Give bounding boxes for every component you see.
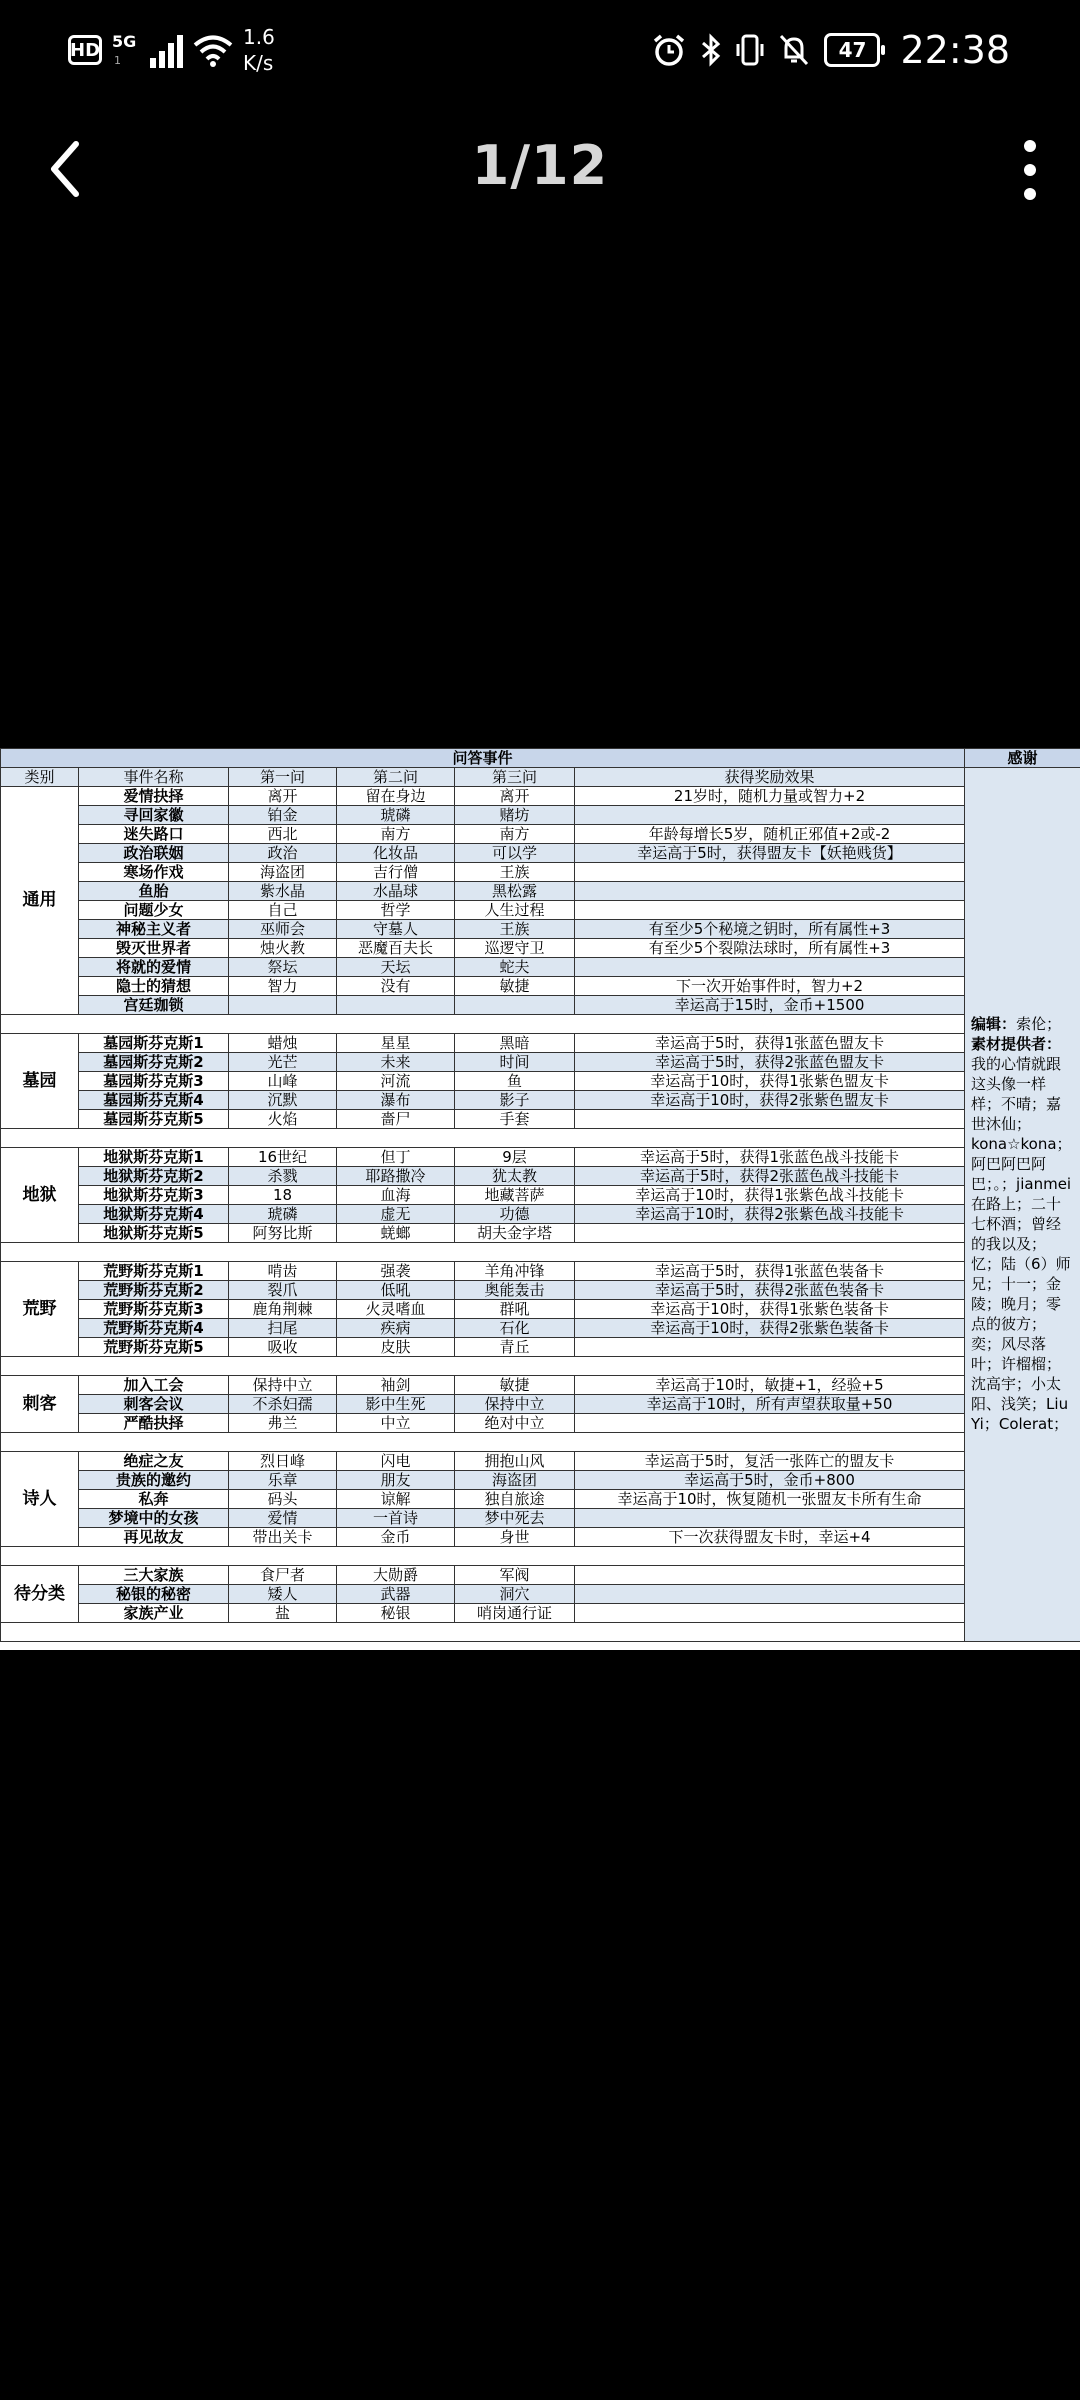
answer-2-cell: 血海 bbox=[337, 1186, 455, 1205]
material-providers: 我的心情就跟这头像一样样；不晴；嘉世沐仙；kona☆kona；阿巴阿巴阿巴；。；jianmei在路上；二十七杯酒；曾经的我以及；忆；陆（6）师兄；十一；金陵；晚月；零点的彼方；奕；风尽落叶；许榴榴；沈高宇；小太阳、浅笑；Liu Yi；Colerat； bbox=[971, 1055, 1072, 1433]
table-row bbox=[1, 1585, 1080, 1604]
answer-3-cell: 9层 bbox=[455, 1148, 575, 1167]
answer-1-cell: 火焰 bbox=[229, 1110, 337, 1129]
answer-1-cell: 保持中立 bbox=[229, 1376, 337, 1395]
event-name-cell: 地狱斯芬克斯5 bbox=[79, 1224, 229, 1243]
mute-icon bbox=[778, 33, 810, 67]
alarm-icon bbox=[652, 33, 686, 67]
table-row bbox=[1, 806, 1080, 825]
table-row bbox=[1, 901, 1080, 920]
answer-2-cell: 瀑布 bbox=[337, 1091, 455, 1110]
table-row bbox=[1, 1566, 1080, 1585]
category-cell: 待分类 bbox=[1, 1566, 79, 1623]
answer-1-cell: 烛火教 bbox=[229, 939, 337, 958]
reward-cell bbox=[575, 863, 965, 882]
answer-2-cell: 但丁 bbox=[337, 1148, 455, 1167]
answer-1-cell: 吸收 bbox=[229, 1338, 337, 1357]
reward-cell: 幸运高于10时，获得1张紫色盟友卡 bbox=[575, 1072, 965, 1091]
answer-1-cell: 海盗团 bbox=[229, 863, 337, 882]
event-name-cell: 荒野斯芬克斯5 bbox=[79, 1338, 229, 1357]
reward-cell bbox=[575, 1224, 965, 1243]
network-speed bbox=[243, 24, 275, 76]
dot-icon bbox=[1024, 164, 1036, 176]
table-row bbox=[1, 1110, 1080, 1129]
quiz-events-table bbox=[0, 748, 1080, 1642]
col-header-category: 类别 bbox=[1, 768, 79, 787]
thanks-text bbox=[971, 772, 1074, 1434]
event-name-cell: 墓园斯芬克斯4 bbox=[79, 1091, 229, 1110]
answer-1-cell: 不杀妇孺 bbox=[229, 1395, 337, 1414]
answer-3-cell: 保持中立 bbox=[455, 1395, 575, 1414]
reward-cell: 幸运高于5时，获得盟友卡【妖艳贱货】 bbox=[575, 844, 965, 863]
status-right bbox=[652, 28, 1010, 72]
table-row bbox=[1, 825, 1080, 844]
answer-3-cell: 绝对中立 bbox=[455, 1414, 575, 1433]
spacer-row bbox=[1, 1129, 1080, 1148]
answer-2-cell: 强袭 bbox=[337, 1262, 455, 1281]
answer-2-cell bbox=[337, 996, 455, 1015]
answer-2-cell: 朋友 bbox=[337, 1471, 455, 1490]
answer-1-cell: 琥磷 bbox=[229, 1205, 337, 1224]
answer-3-cell: 青丘 bbox=[455, 1338, 575, 1357]
answer-1-cell: 离开 bbox=[229, 787, 337, 806]
answer-2-cell: 星星 bbox=[337, 1034, 455, 1053]
event-name-cell: 地狱斯芬克斯4 bbox=[79, 1205, 229, 1224]
col-header-reward: 获得奖励效果 bbox=[575, 768, 965, 787]
table-row bbox=[1, 1034, 1080, 1053]
table-row bbox=[1, 1072, 1080, 1091]
answer-1-cell: 弗兰 bbox=[229, 1414, 337, 1433]
reward-cell bbox=[575, 1604, 965, 1623]
editor-label: 编辑： bbox=[971, 1015, 1017, 1033]
event-name-cell: 私奔 bbox=[79, 1490, 229, 1509]
reward-cell: 21岁时，随机力量或智力+2 bbox=[575, 787, 965, 806]
answer-1-cell: 西北 bbox=[229, 825, 337, 844]
table-row bbox=[1, 939, 1080, 958]
answer-2-cell: 金币 bbox=[337, 1528, 455, 1547]
answer-3-cell: 巡逻守卫 bbox=[455, 939, 575, 958]
table-row bbox=[1, 1528, 1080, 1547]
answer-2-cell: 吉行僧 bbox=[337, 863, 455, 882]
spacer-cell bbox=[1, 1433, 965, 1452]
answer-3-cell: 功德 bbox=[455, 1205, 575, 1224]
event-name-cell: 地狱斯芬克斯2 bbox=[79, 1167, 229, 1186]
answer-3-cell: 王族 bbox=[455, 920, 575, 939]
answer-3-cell: 离开 bbox=[455, 787, 575, 806]
reward-cell: 幸运高于5时，获得1张蓝色盟友卡 bbox=[575, 1034, 965, 1053]
table-row bbox=[1, 1300, 1080, 1319]
answer-3-cell: 手套 bbox=[455, 1110, 575, 1129]
answer-3-cell: 王族 bbox=[455, 863, 575, 882]
answer-3-cell: 黑松露 bbox=[455, 882, 575, 901]
answer-1-cell: 码头 bbox=[229, 1490, 337, 1509]
answer-1-cell: 光芒 bbox=[229, 1053, 337, 1072]
reward-cell: 下一次获得盟友卡时，幸运+4 bbox=[575, 1528, 965, 1547]
reward-cell bbox=[575, 901, 965, 920]
reward-cell bbox=[575, 882, 965, 901]
vibrate-icon bbox=[736, 33, 764, 67]
table-title-row bbox=[1, 749, 1080, 768]
answer-3-cell: 石化 bbox=[455, 1319, 575, 1338]
table-row bbox=[1, 863, 1080, 882]
reward-cell bbox=[575, 1414, 965, 1433]
answer-2-cell: 秘银 bbox=[337, 1604, 455, 1623]
dot-icon bbox=[1024, 140, 1036, 152]
event-name-cell: 荒野斯芬克斯4 bbox=[79, 1319, 229, 1338]
col-header-q1: 第一问 bbox=[229, 768, 337, 787]
event-name-cell: 严酷抉择 bbox=[79, 1414, 229, 1433]
answer-2-cell: 留在身边 bbox=[337, 787, 455, 806]
table-row bbox=[1, 787, 1080, 806]
bluetooth-icon bbox=[700, 33, 722, 67]
category-cell: 诗人 bbox=[1, 1452, 79, 1547]
reward-cell bbox=[575, 1110, 965, 1129]
answer-1-cell: 巫师会 bbox=[229, 920, 337, 939]
network-sub: 1 bbox=[114, 54, 121, 67]
reward-cell bbox=[575, 1338, 965, 1357]
answer-3-cell: 地藏菩萨 bbox=[455, 1186, 575, 1205]
speed-unit: K/s bbox=[243, 51, 274, 75]
reward-cell: 幸运高于10时，获得1张紫色战斗技能卡 bbox=[575, 1186, 965, 1205]
spacer-row bbox=[1, 1357, 1080, 1376]
reward-cell: 幸运高于10时，获得2张紫色盟友卡 bbox=[575, 1091, 965, 1110]
answer-1-cell: 政治 bbox=[229, 844, 337, 863]
reward-cell bbox=[575, 1566, 965, 1585]
table-row bbox=[1, 1490, 1080, 1509]
reward-cell: 下一次开始事件时，智力+2 bbox=[575, 977, 965, 996]
table-row bbox=[1, 1186, 1080, 1205]
event-name-cell: 再见故友 bbox=[79, 1528, 229, 1547]
answer-3-cell: 羊角冲锋 bbox=[455, 1262, 575, 1281]
answer-1-cell: 裂爪 bbox=[229, 1281, 337, 1300]
table-row bbox=[1, 1091, 1080, 1110]
answer-1-cell: 矮人 bbox=[229, 1585, 337, 1604]
answer-3-cell: 犹太教 bbox=[455, 1167, 575, 1186]
answer-2-cell: 未来 bbox=[337, 1053, 455, 1072]
answer-1-cell: 食尸者 bbox=[229, 1566, 337, 1585]
spacer-row bbox=[1, 1433, 1080, 1452]
reward-cell: 幸运高于5时，获得1张蓝色战斗技能卡 bbox=[575, 1148, 965, 1167]
reward-cell: 幸运高于10时，获得2张紫色装备卡 bbox=[575, 1319, 965, 1338]
category-cell: 墓园 bbox=[1, 1034, 79, 1129]
event-name-cell: 政治联姻 bbox=[79, 844, 229, 863]
event-name-cell: 神秘主义者 bbox=[79, 920, 229, 939]
answer-1-cell: 扫尾 bbox=[229, 1319, 337, 1338]
answer-1-cell: 盐 bbox=[229, 1604, 337, 1623]
event-name-cell: 墓园斯芬克斯1 bbox=[79, 1034, 229, 1053]
table-row bbox=[1, 958, 1080, 977]
event-name-cell: 鱼胎 bbox=[79, 882, 229, 901]
answer-3-cell: 鱼 bbox=[455, 1072, 575, 1091]
table-row bbox=[1, 1205, 1080, 1224]
answer-3-cell: 海盗团 bbox=[455, 1471, 575, 1490]
table-row bbox=[1, 1452, 1080, 1471]
answer-2-cell: 虚无 bbox=[337, 1205, 455, 1224]
category-cell: 刺客 bbox=[1, 1376, 79, 1433]
answer-3-cell: 胡夫金字塔 bbox=[455, 1224, 575, 1243]
answer-3-cell bbox=[455, 996, 575, 1015]
answer-2-cell: 皮肤 bbox=[337, 1338, 455, 1357]
category-cell: 地狱 bbox=[1, 1148, 79, 1243]
event-name-cell: 绝症之友 bbox=[79, 1452, 229, 1471]
event-name-cell: 将就的爱情 bbox=[79, 958, 229, 977]
thanks-header: 感谢 bbox=[965, 749, 1080, 768]
answer-1-cell: 带出关卡 bbox=[229, 1528, 337, 1547]
event-name-cell: 宫廷珈锁 bbox=[79, 996, 229, 1015]
status-bar bbox=[0, 0, 1080, 105]
table-row bbox=[1, 920, 1080, 939]
answer-2-cell: 哲学 bbox=[337, 901, 455, 920]
answer-1-cell: 自己 bbox=[229, 901, 337, 920]
col-header-event: 事件名称 bbox=[79, 768, 229, 787]
event-name-cell: 贵族的邀约 bbox=[79, 1471, 229, 1490]
answer-1-cell: 阿努比斯 bbox=[229, 1224, 337, 1243]
spacer-row bbox=[1, 1623, 1080, 1642]
answer-2-cell: 一首诗 bbox=[337, 1509, 455, 1528]
answer-3-cell: 敏捷 bbox=[455, 1376, 575, 1395]
answer-3-cell: 蛇夫 bbox=[455, 958, 575, 977]
answer-3-cell: 洞穴 bbox=[455, 1585, 575, 1604]
answer-2-cell: 影中生死 bbox=[337, 1395, 455, 1414]
answer-1-cell: 智力 bbox=[229, 977, 337, 996]
answer-3-cell: 可以学 bbox=[455, 844, 575, 863]
event-name-cell: 墓园斯芬克斯2 bbox=[79, 1053, 229, 1072]
answer-1-cell: 杀戮 bbox=[229, 1167, 337, 1186]
spacer-cell bbox=[1, 1243, 965, 1262]
event-name-cell: 爱情抉择 bbox=[79, 787, 229, 806]
table-row bbox=[1, 1167, 1080, 1186]
table-row bbox=[1, 1376, 1080, 1395]
table-row bbox=[1, 1224, 1080, 1243]
table-row bbox=[1, 844, 1080, 863]
answer-2-cell: 闪电 bbox=[337, 1452, 455, 1471]
event-name-cell: 地狱斯芬克斯1 bbox=[79, 1148, 229, 1167]
answer-3-cell: 军阀 bbox=[455, 1566, 575, 1585]
displayed-image[interactable] bbox=[0, 748, 1080, 1650]
answer-3-cell: 赌坊 bbox=[455, 806, 575, 825]
answer-2-cell: 袖剑 bbox=[337, 1376, 455, 1395]
answer-3-cell: 群吼 bbox=[455, 1300, 575, 1319]
reward-cell: 幸运高于5时，获得2张蓝色装备卡 bbox=[575, 1281, 965, 1300]
table-row bbox=[1, 1471, 1080, 1490]
answer-2-cell: 没有 bbox=[337, 977, 455, 996]
answer-2-cell: 南方 bbox=[337, 825, 455, 844]
reward-cell bbox=[575, 958, 965, 977]
editor-name: 索伦； bbox=[1016, 1015, 1062, 1033]
table-row bbox=[1, 1262, 1080, 1281]
more-options-button[interactable] bbox=[1018, 140, 1042, 200]
category-cell: 荒野 bbox=[1, 1262, 79, 1357]
reward-cell: 幸运高于10时，敏捷+1，经验+5 bbox=[575, 1376, 965, 1395]
answer-2-cell: 化妆品 bbox=[337, 844, 455, 863]
col-header-q3: 第三问 bbox=[455, 768, 575, 787]
answer-2-cell: 疾病 bbox=[337, 1319, 455, 1338]
answer-1-cell: 乐章 bbox=[229, 1471, 337, 1490]
answer-3-cell: 拥抱山风 bbox=[455, 1452, 575, 1471]
page-indicator: 1/12 bbox=[471, 134, 609, 197]
answer-1-cell: 爱情 bbox=[229, 1509, 337, 1528]
table-row bbox=[1, 1319, 1080, 1338]
spacer-cell bbox=[1, 1357, 965, 1376]
table-row bbox=[1, 1338, 1080, 1357]
table-row bbox=[1, 882, 1080, 901]
material-label: 素材提供者： bbox=[971, 1035, 1062, 1053]
event-name-cell: 家族产业 bbox=[79, 1604, 229, 1623]
answer-2-cell: 嗇尸 bbox=[337, 1110, 455, 1129]
answer-3-cell: 身世 bbox=[455, 1528, 575, 1547]
event-name-cell: 秘银的秘密 bbox=[79, 1585, 229, 1604]
answer-2-cell: 天坛 bbox=[337, 958, 455, 977]
reward-cell: 幸运高于5时，金币+800 bbox=[575, 1471, 965, 1490]
table-row bbox=[1, 977, 1080, 996]
answer-1-cell: 烈日峰 bbox=[229, 1452, 337, 1471]
table-row bbox=[1, 1148, 1080, 1167]
table-row bbox=[1, 1395, 1080, 1414]
reward-cell: 幸运高于10时，获得1张紫色装备卡 bbox=[575, 1300, 965, 1319]
table-title: 问答事件 bbox=[1, 749, 965, 768]
spacer-cell bbox=[1, 1623, 965, 1642]
table-row bbox=[1, 1509, 1080, 1528]
event-name-cell: 加入工会 bbox=[79, 1376, 229, 1395]
event-name-cell: 三大家族 bbox=[79, 1566, 229, 1585]
col-header-q2: 第二问 bbox=[337, 768, 455, 787]
reward-cell: 幸运高于5时，获得1张蓝色装备卡 bbox=[575, 1262, 965, 1281]
battery-icon: 47 bbox=[824, 33, 880, 67]
answer-2-cell: 琥磷 bbox=[337, 806, 455, 825]
answer-3-cell: 独自旅途 bbox=[455, 1490, 575, 1509]
reward-cell: 幸运高于10时，恢复随机一张盟友卡所有生命 bbox=[575, 1490, 965, 1509]
cellular-signal-icon bbox=[112, 32, 183, 68]
reward-cell bbox=[575, 1585, 965, 1604]
answer-1-cell: 啃齿 bbox=[229, 1262, 337, 1281]
answer-2-cell: 大勋爵 bbox=[337, 1566, 455, 1585]
answer-1-cell: 铂金 bbox=[229, 806, 337, 825]
network-type: 5G bbox=[112, 32, 137, 51]
event-name-cell: 毁灭世界者 bbox=[79, 939, 229, 958]
event-name-cell: 寻回家徽 bbox=[79, 806, 229, 825]
event-name-cell: 荒野斯芬克斯1 bbox=[79, 1262, 229, 1281]
event-name-cell: 问题少女 bbox=[79, 901, 229, 920]
reward-cell: 有至少5个裂隙法球时，所有属性+3 bbox=[575, 939, 965, 958]
answer-1-cell: 祭坛 bbox=[229, 958, 337, 977]
dot-icon bbox=[1024, 188, 1036, 200]
wifi-icon bbox=[193, 32, 233, 68]
reward-cell: 有至少5个秘境之钥时，所有属性+3 bbox=[575, 920, 965, 939]
table-row bbox=[1, 1604, 1080, 1623]
thanks-cell bbox=[965, 768, 1080, 1642]
category-cell: 通用 bbox=[1, 787, 79, 1015]
status-left bbox=[68, 24, 275, 76]
column-header-row bbox=[1, 768, 1080, 787]
answer-2-cell: 蜣螂 bbox=[337, 1224, 455, 1243]
answer-1-cell: 18 bbox=[229, 1186, 337, 1205]
answer-1-cell: 16世纪 bbox=[229, 1148, 337, 1167]
answer-3-cell: 哨岗通行证 bbox=[455, 1604, 575, 1623]
answer-2-cell: 低吼 bbox=[337, 1281, 455, 1300]
event-name-cell: 墓园斯芬克斯5 bbox=[79, 1110, 229, 1129]
table-row bbox=[1, 1414, 1080, 1433]
answer-1-cell bbox=[229, 996, 337, 1015]
viewer-title-bar bbox=[0, 110, 1080, 230]
answer-1-cell: 蜡烛 bbox=[229, 1034, 337, 1053]
answer-1-cell: 紫水晶 bbox=[229, 882, 337, 901]
answer-1-cell: 山峰 bbox=[229, 1072, 337, 1091]
event-name-cell: 梦境中的女孩 bbox=[79, 1509, 229, 1528]
reward-cell: 年龄每增长5岁，随机正邪值+2或-2 bbox=[575, 825, 965, 844]
spacer-cell bbox=[1, 1129, 965, 1148]
table-row bbox=[1, 1053, 1080, 1072]
answer-3-cell: 影子 bbox=[455, 1091, 575, 1110]
reward-cell: 幸运高于5时，复活一张阵亡的盟友卡 bbox=[575, 1452, 965, 1471]
answer-2-cell: 水晶球 bbox=[337, 882, 455, 901]
spacer-row bbox=[1, 1015, 1080, 1034]
reward-cell: 幸运高于15时，金币+1500 bbox=[575, 996, 965, 1015]
event-name-cell: 隐士的猜想 bbox=[79, 977, 229, 996]
answer-3-cell: 黑暗 bbox=[455, 1034, 575, 1053]
event-name-cell: 地狱斯芬克斯3 bbox=[79, 1186, 229, 1205]
answer-2-cell: 恶魔百夫长 bbox=[337, 939, 455, 958]
answer-3-cell: 奥能轰击 bbox=[455, 1281, 575, 1300]
speed-value: 1.6 bbox=[243, 25, 275, 49]
answer-3-cell: 人生过程 bbox=[455, 901, 575, 920]
answer-1-cell: 沉默 bbox=[229, 1091, 337, 1110]
hd-icon: HD bbox=[68, 35, 102, 65]
table-row bbox=[1, 1281, 1080, 1300]
answer-2-cell: 火灵嗜血 bbox=[337, 1300, 455, 1319]
answer-3-cell: 敏捷 bbox=[455, 977, 575, 996]
answer-2-cell: 武器 bbox=[337, 1585, 455, 1604]
answer-3-cell: 时间 bbox=[455, 1053, 575, 1072]
answer-2-cell: 中立 bbox=[337, 1414, 455, 1433]
reward-cell bbox=[575, 806, 965, 825]
reward-cell: 幸运高于5时，获得2张蓝色盟友卡 bbox=[575, 1053, 965, 1072]
event-name-cell: 墓园斯芬克斯3 bbox=[79, 1072, 229, 1091]
spacer-cell bbox=[1, 1015, 965, 1034]
answer-2-cell: 河流 bbox=[337, 1072, 455, 1091]
answer-2-cell: 耶路撒冷 bbox=[337, 1167, 455, 1186]
event-name-cell: 荒野斯芬克斯2 bbox=[79, 1281, 229, 1300]
reward-cell bbox=[575, 1509, 965, 1528]
reward-cell: 幸运高于10时，获得2张紫色战斗技能卡 bbox=[575, 1205, 965, 1224]
spacer-row bbox=[1, 1547, 1080, 1566]
spacer-row bbox=[1, 1243, 1080, 1262]
event-name-cell: 刺客会议 bbox=[79, 1395, 229, 1414]
event-name-cell: 迷失路口 bbox=[79, 825, 229, 844]
clock: 22:38 bbox=[900, 28, 1010, 72]
answer-2-cell: 守墓人 bbox=[337, 920, 455, 939]
answer-1-cell: 鹿角荆棘 bbox=[229, 1300, 337, 1319]
answer-3-cell: 梦中死去 bbox=[455, 1509, 575, 1528]
spacer-cell bbox=[1, 1547, 965, 1566]
reward-cell: 幸运高于10时，所有声望获取量+50 bbox=[575, 1395, 965, 1414]
reward-cell: 幸运高于5时，获得2张蓝色战斗技能卡 bbox=[575, 1167, 965, 1186]
answer-3-cell: 南方 bbox=[455, 825, 575, 844]
answer-2-cell: 谅解 bbox=[337, 1490, 455, 1509]
event-name-cell: 寒场作戏 bbox=[79, 863, 229, 882]
table-row bbox=[1, 996, 1080, 1015]
event-name-cell: 荒野斯芬克斯3 bbox=[79, 1300, 229, 1319]
